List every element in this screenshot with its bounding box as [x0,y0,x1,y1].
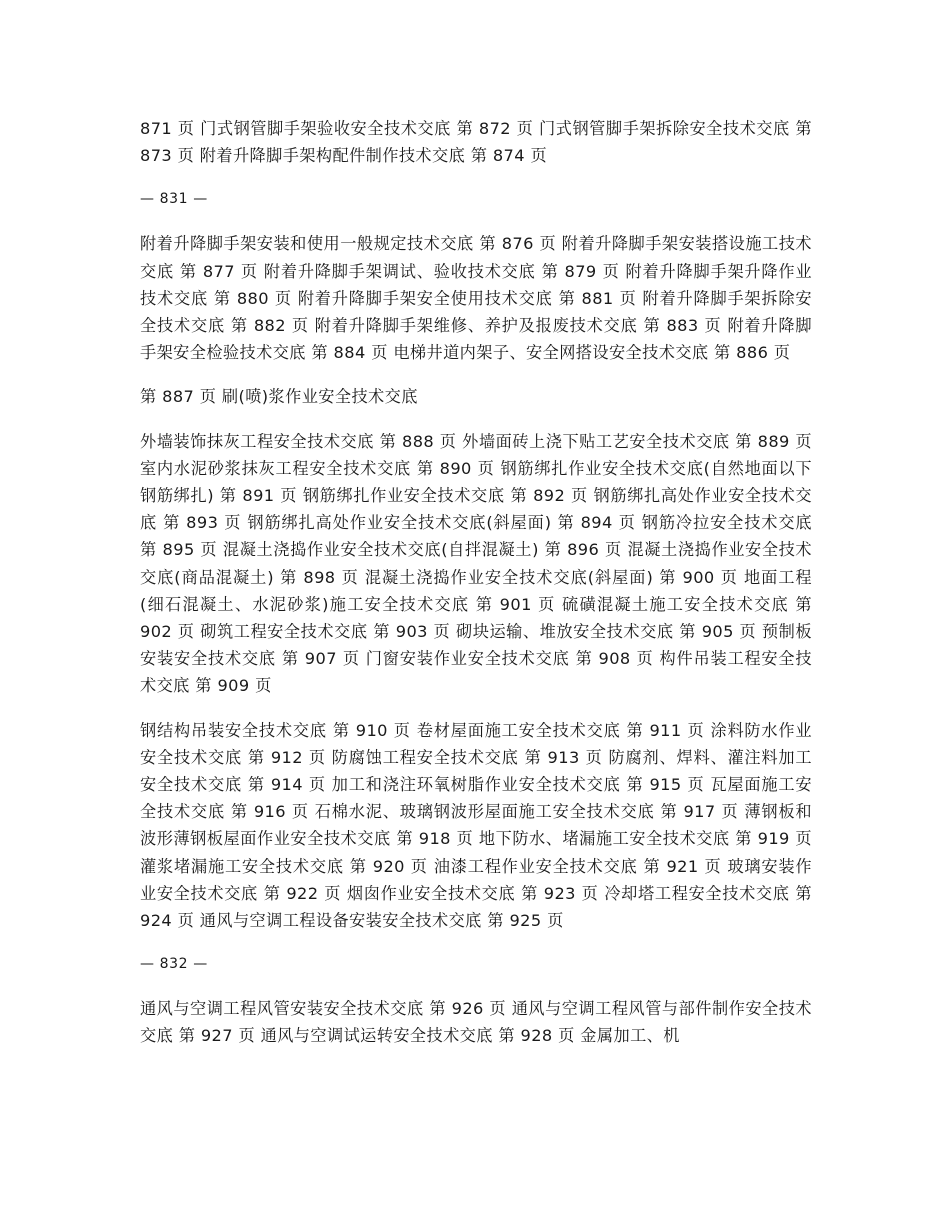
paragraph-toc-887: 第 887 页 刷(喷)浆作业安全技术交底 [140,387,418,407]
document-page [140,115,812,1067]
paragraph-toc-876-886: 附着升降脚手架安装和使用一般规定技术交底 第 876 页 附着升降脚手架安装搭设施工技术交底 第 877 页 附着升降脚手架调试、验收技术交底 第 879 页 附着升降脚手架升降作业技术交底 第 880 页 附着升降脚手架安全使用技术交底 第 881 页 附着升降脚手架拆除安全技术交底 第 882 页 附着升降脚手架维修、养护及报废技术交底 第 883 页 附着升降脚手架安全检验技术交底 第 884 页 电梯井道内架子、安全网搭设安全技术交底 第 886 页 [140,234,812,363]
page-number-831: — 831 — [140,191,208,208]
paragraph-toc-910-925: 钢结构吊装安全技术交底 第 910 页 卷材屋面施工安全技术交底 第 911 页 涂料防水作业安全技术交底 第 912 页 防腐蚀工程安全技术交底 第 913 页 防腐剂、焊料、灌注料加工安全技术交底 第 914 页 加工和浇注环氧树脂作业安全技术交底 第 915 页 瓦屋面施工安全技术交底 第 916 页 石棉水泥、玻璃钢波形屋面施工安全技术交底 第 917 页 薄钢板和波形薄钢板屋面作业安全技术交底 第 918 页 地下防水、堵漏施工安全技术交底 第 919 页 灌浆堵漏施工安全技术交底 第 920 页 油漆工程作业安全技术交底 第 921 页 玻璃安装作业安全技术交底 第 922 页 烟囱作业安全技术交底 第 923 页 冷却塔工程安全技术交底 第 924 页 通风与空调工程设备安装安全技术交底 第 925 页 [140,720,812,931]
paragraph-toc-871-874: 871 页 门式钢管脚手架验收安全技术交底 第 872 页 门式钢管脚手架拆除安全技术交底 第 873 页 附着升降脚手架构配件制作技术交底 第 874 页 [140,119,812,166]
paragraph-toc-888-909: 外墙装饰抹灰工程安全技术交底 第 888 页 外墙面砖上浇下贴工艺安全技术交底 第 889 页 室内水泥砂浆抹灰工程安全技术交底 第 890 页 钢筋绑扎作业安全技术交底(自然地面以下钢筋绑扎) 第 891 页 钢筋绑扎作业安全技术交底 第 892 页 钢筋绑扎高处作业安全技术交底 第 893 页 钢筋绑扎高处作业安全技术交底(斜屋面) 第 894 页 钢筋冷拉安全技术交底 第 895 页 混凝土浇捣作业安全技术交底(自拌混凝土) 第 896 页 混凝土浇捣作业安全技术交底(商品混凝土) 第 898 页 混凝土浇捣作业安全技术交底(斜屋面) 第 900 页 地面工程(细石混凝土、水泥砂浆)施工安全技术交底 第 901 页 硫磺混凝土施工安全技术交底 第 902 页 砌筑工程安全技术交底 第 903 页 砌块运输、堆放安全技术交底 第 905 页 预制板安装安全技术交底 第 907 页 门窗安装作业安全技术交底 第 908 页 构件吊装工程安全技术交底 第 909 页 [140,431,812,696]
page-number-832: — 832 — [140,956,208,973]
paragraph-toc-926-928: 通风与空调工程风管安装安全技术交底 第 926 页 通风与空调工程风管与部件制作安全技术交底 第 927 页 通风与空调试运转安全技术交底 第 928 页 金属加工、机 [140,999,812,1046]
